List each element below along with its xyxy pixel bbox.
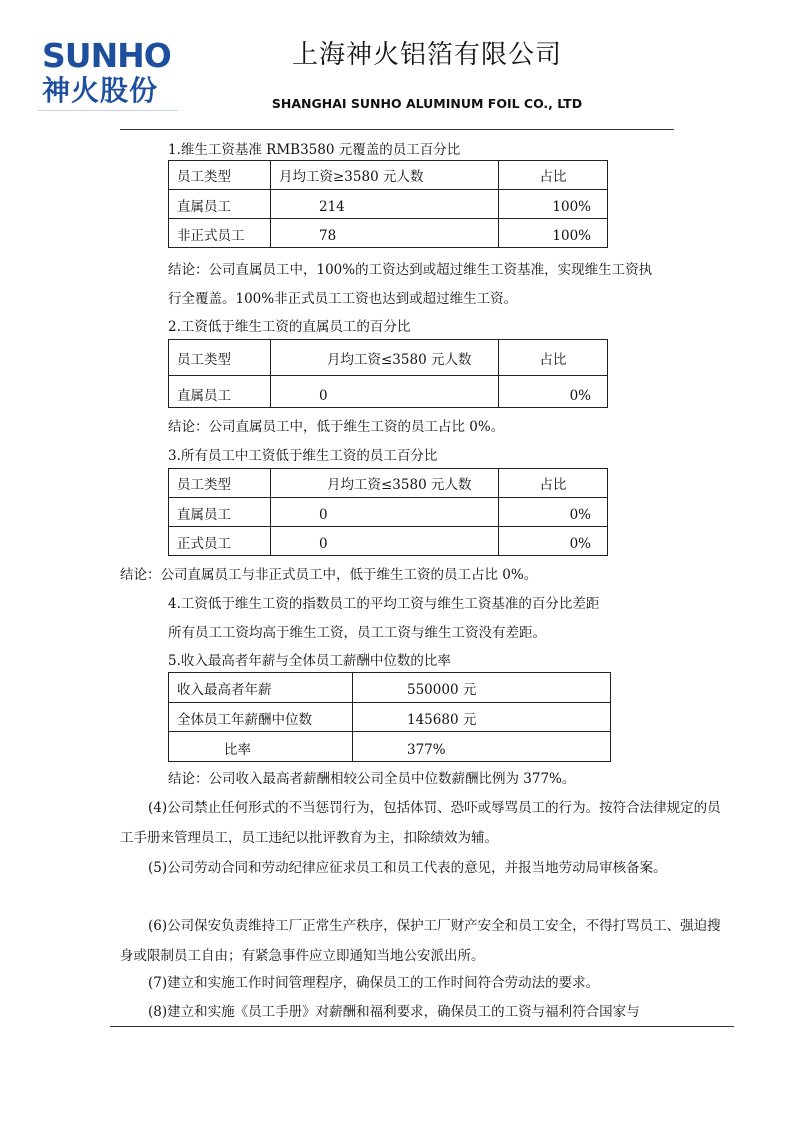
header-cell: 月均工资≤3580 元人数: [271, 469, 499, 498]
section-1-conclusion-line2: 行全覆盖。100%非正式员工工资也达到或超过维生工资。: [168, 291, 518, 307]
table-row: [169, 673, 611, 703]
table-header-row: [169, 161, 608, 190]
header-cell: 员工类型: [169, 340, 271, 376]
cell-value: 550000 元: [353, 673, 611, 703]
cell-type: 直属员工: [169, 190, 271, 219]
section-3-title: 3.所有员工中工资低于维生工资的员工百分比: [168, 448, 438, 464]
table-row: [169, 376, 608, 408]
company-name-en: SHANGHAI SUNHO ALUMINUM FOIL CO., LTD: [271, 96, 583, 111]
table-2: [168, 339, 608, 408]
header-cell: 占比: [499, 469, 608, 498]
section-5-conclusion: 结论：公司收入最高者薪酬相较公司全员中位数薪酬比例为 377%。: [168, 771, 576, 787]
cell-value: 145680 元: [353, 703, 611, 732]
table-5: [168, 672, 611, 762]
cell-pct: 0%: [499, 527, 608, 556]
paragraph-8: (8)建立和实施《员工手册》对薪酬和福利要求，确保员工的工资与福利符合国家与: [148, 1004, 640, 1020]
table-3: [168, 468, 608, 556]
header-cell: 月均工资≥3580 元人数: [271, 161, 499, 190]
section-2-conclusion: 结论：公司直属员工中，低于维生工资的员工占比 0%。: [168, 419, 505, 435]
cell-count: 0: [271, 376, 499, 408]
section-3-conclusion: 结论：公司直属员工与非正式员工中，低于维生工资的员工占比 0%。: [120, 567, 538, 583]
cell-pct: 100%: [499, 190, 608, 219]
table-row: [169, 732, 611, 762]
header-rule: [120, 129, 674, 130]
section-1-conclusion-line1: 结论：公司直属员工中，100%的工资达到或超过维生工资基准，实现维生工资执: [168, 262, 653, 278]
table-row: [169, 703, 611, 732]
cell-type: 非正式员工: [169, 219, 271, 248]
header-cell: 员工类型: [169, 161, 271, 190]
paragraph-5: (5)公司劳动合同和劳动纪律应征求员工和员工代表的意见，并报当地劳动局审核备案。: [148, 860, 667, 876]
cell-type: 直属员工: [169, 376, 271, 408]
cell-type: 直属员工: [169, 498, 271, 527]
cell-pct: 0%: [499, 376, 608, 408]
company-name-cn: 上海神火铝箔有限公司: [291, 40, 562, 70]
cell-label: 比率: [169, 732, 353, 762]
header-cell: 占比: [499, 161, 608, 190]
cell-count: 0: [271, 498, 499, 527]
header-cell: 占比: [499, 340, 608, 376]
cell-pct: 100%: [499, 219, 608, 248]
header-cell: 月均工资≤3580 元人数: [271, 340, 499, 376]
table-1: [168, 160, 608, 248]
cell-label: 收入最高者年薪: [169, 673, 353, 703]
table-row: [169, 527, 608, 556]
header-cell: 员工类型: [169, 469, 271, 498]
footer-rule: [110, 1026, 734, 1027]
logo-text-cn: 神火股份: [42, 74, 159, 107]
paragraph-7: (7)建立和实施工作时间管理程序，确保员工的工作时间符合劳动法的要求。: [148, 975, 600, 991]
section-2-title: 2.工资低于维生工资的直属员工的百分比: [168, 319, 411, 335]
section-4-text: 所有员工工资均高于维生工资，员工工资与维生工资没有差距。: [168, 625, 546, 641]
cell-count: 0: [271, 527, 499, 556]
cell-pct: 0%: [499, 498, 608, 527]
paragraph-4: (4)公司禁止任何形式的不当惩罚行为，包括体罚、恐吓或辱骂员工的行为。按符合法律规定的员工手册来管理员工，员工违纪以批评教育为主，扣除绩效为辅。: [120, 800, 721, 846]
section-1-title: 1.维生工资基准 RMB3580 元覆盖的员工百分比: [168, 142, 461, 158]
table-row: [169, 190, 608, 219]
cell-count: 214: [271, 190, 499, 219]
section-5-title: 5.收入最高者年薪与全体员工薪酬中位数的比率: [168, 653, 451, 669]
cell-value: 377%: [353, 732, 611, 762]
paragraph-6: (6)公司保安负责维持工厂正常生产秩序，保护工厂财产安全和员工安全，不得打骂员工、强迫搜身或限制员工自由；有紧急事件应立即通知当地公安派出所。: [120, 918, 721, 964]
table-row: [169, 219, 608, 248]
table-row: [169, 498, 608, 527]
logo-text-en: SUNHO: [42, 36, 171, 75]
table-header-row: [169, 469, 608, 498]
section-4-title: 4.工资低于维生工资的指数员工的平均工资与维生工资基准的百分比差距: [168, 596, 600, 612]
table-header-row: [169, 340, 608, 376]
cell-label: 全体员工年薪酬中位数: [169, 703, 353, 732]
cell-count: 78: [271, 219, 499, 248]
cell-type: 正式员工: [169, 527, 271, 556]
